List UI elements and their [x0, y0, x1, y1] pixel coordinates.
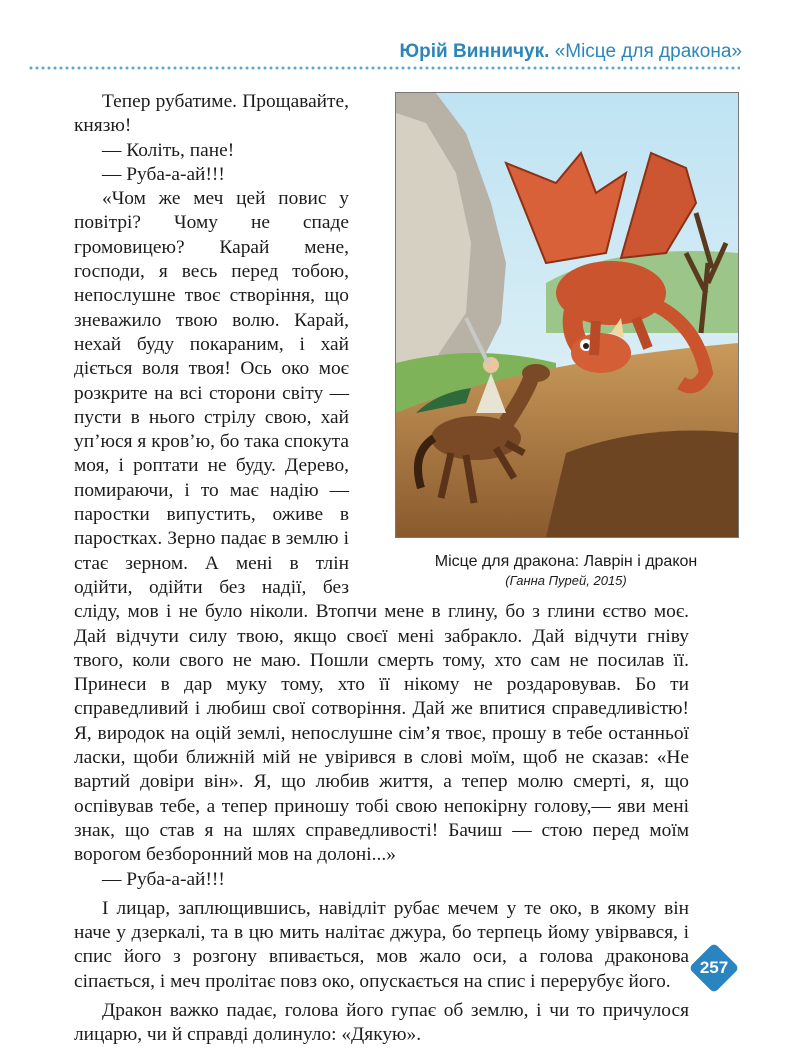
- caption-credit: (Ганна Пурей, 2015): [505, 573, 627, 588]
- paragraph: — Руба-а-ай!!!: [102, 163, 225, 185]
- page-number-badge: [689, 943, 739, 993]
- caption-title: Місце для дракона: Лаврін і дракон: [434, 553, 698, 570]
- paragraph: Тепер рубатиме. Прощавайте, князю!: [74, 91, 349, 137]
- paragraph: «Чом же меч цей повис у повітрі? Чому не спаде громовицею? Карай мене, господи, я весь перед тобою, непослушне твоє створіння, що зневажило твою волю. Карай, нехай буду покараним, і хай діється воля твоя! Ось око моє розкрите на всі сторони світу — пусти в нього стрілу свою, хай уп’юся я кров’ю, бо така спокута моя, і роптати не буду. Дерево, помираючи, і то має надію — паростки випустить, оживе в паростках. Зерно падає в землю і стає зерном. А мені в тлін одійти, одійти без надії, без сліду, мов і не було ніколи. Втопчи мене в глину, бо з глини єство моє. Дай відчути силу твою, якщо своєї мені забракло. Дай відчути гніву твого, коли свого не маю. Пошли смерть тому, хто сам не посилав її. Принеси в дар муку тому, хто її нікому не роздаровував. Бо ти справедливий і любиш свої сотворіння. Дай же впитися справедливістю! Я, виродок на оцій землі, непослушне сім’я твоє, прошу в тебе останньої ласки, щоби ближній мій не увірився в слові моїм, щоб не сказав: «Не вартий довіри він». Я, що любив життя, а тепер молю смерті, я, що оспівував тебе, а тепер приношу тобі свою непокірну голову,— яви мені знак, що став я на шлях справедливості! Бачиш — стою перед моїм ворогом безборонний мов на долоні...»: [74, 188, 689, 866]
- paragraph: — Коліть, пане!: [102, 139, 235, 161]
- story-text: [74, 90, 689, 1048]
- figure-spacer-wide: [361, 90, 689, 580]
- header-author: Юрій Винничук.: [399, 41, 550, 62]
- paragraph: Дракон важко падає, голова його гупає об землю, і чи то причулося лицарю, чи й справді долинуло: «Дякую».: [74, 999, 689, 1046]
- page-number: 257: [699, 958, 729, 977]
- paragraph: І лицар, заплющившись, навідліт рубає мечем у те око, в якому він наче у дзеркалі, та в цю мить налітає джура, бо терпець йому увірвався, і спис його з розгону впивається, мов жало оси, а голова драконова сіпається, і меч пролітає повз око, опускається на спис і перерубує його.: [74, 897, 689, 992]
- header-title: «Місце для дракона»: [554, 41, 742, 62]
- header-dotted-divider: [28, 66, 740, 70]
- paragraph: — Руба-а-ай!!!: [102, 868, 225, 890]
- running-header: [400, 41, 742, 63]
